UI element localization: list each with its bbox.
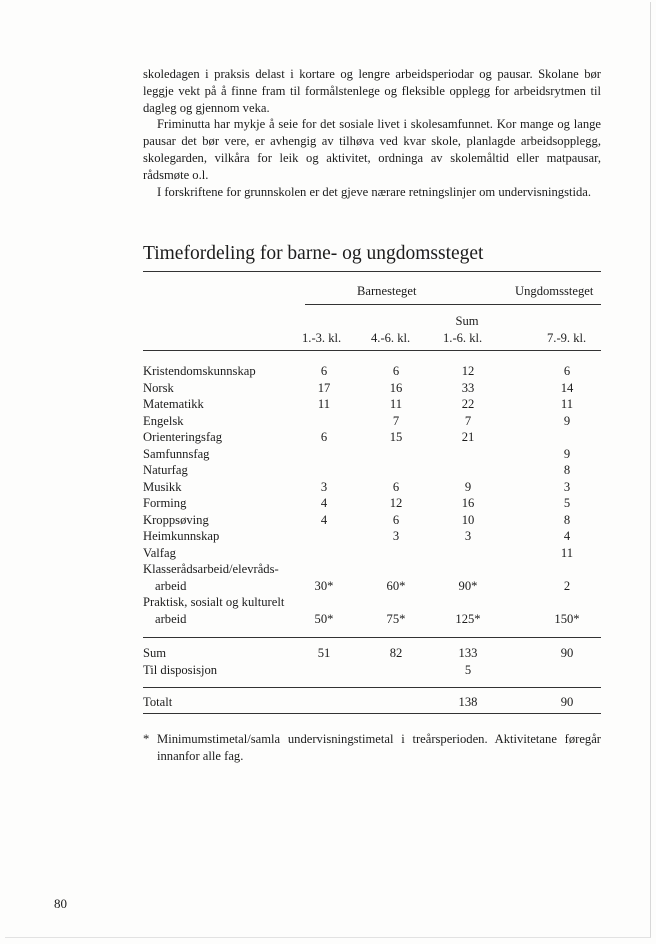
value-cell: 3: [464, 529, 472, 543]
value-cell: 6: [392, 479, 400, 494]
value-cell: 21: [461, 430, 475, 444]
subject-cell: Sum: [143, 646, 167, 660]
value-cell: 6: [563, 364, 571, 378]
subject-cell: Naturfag: [143, 463, 188, 477]
page-number: 80: [54, 896, 67, 911]
col-header-1-3: 1.-3. kl.: [302, 331, 342, 345]
table-top-rule: [143, 271, 601, 272]
group-header-ungdomssteget: Ungdomssteget: [515, 284, 594, 298]
group-header-rule: [305, 304, 601, 305]
value-cell: 9: [464, 479, 472, 494]
col-header-sum-top: Sum: [455, 314, 479, 328]
value-cell: 11: [389, 397, 403, 411]
subject-cell: arbeid: [155, 611, 187, 626]
value-cell: 12: [389, 496, 403, 510]
value-cell: 9: [563, 413, 571, 428]
footnote: [143, 731, 601, 765]
subject-cell: arbeid: [155, 578, 187, 593]
value-cell: 90: [560, 695, 574, 709]
value-cell: 3: [563, 479, 571, 494]
value-cell: 11: [317, 397, 331, 411]
value-cell: 8: [563, 512, 571, 527]
value-cell: 60*: [386, 578, 406, 593]
value-cell: 3: [392, 529, 400, 543]
subject-cell: Klasserådsarbeid/elevråds-: [143, 562, 279, 576]
value-cell: 10: [461, 512, 475, 527]
col-header-7-9: 7.-9. kl.: [547, 331, 587, 345]
body-text: [143, 66, 601, 200]
value-cell: 33: [461, 380, 475, 395]
value-cell: 6: [320, 364, 328, 378]
value-cell: 75*: [386, 611, 406, 626]
value-cell: 11: [560, 397, 574, 411]
timetable: [143, 270, 601, 720]
value-cell: 50*: [314, 611, 334, 626]
value-cell: 17: [317, 380, 331, 395]
value-cell: 11: [560, 545, 574, 560]
value-cell: 12: [461, 364, 475, 378]
group-header-barnesteget: Barnesteget: [357, 284, 417, 298]
subject-cell: Forming: [143, 496, 187, 510]
footnote-text: Minimumstimetal/samla undervisningstimetal i treårsperioden. Aktivitetane føregår innanfor alle fag.: [157, 732, 601, 763]
value-cell: 51: [317, 646, 331, 660]
value-cell: 90: [560, 646, 574, 660]
value-cell: 138: [458, 695, 478, 709]
value-cell: 4: [563, 529, 571, 543]
value-cell: 9: [563, 446, 571, 461]
value-cell: 8: [563, 463, 571, 477]
subject-cell: Totalt: [143, 695, 173, 709]
subject-cell: Engelsk: [143, 413, 184, 428]
value-cell: 6: [392, 512, 400, 527]
subject-cell: Musikk: [143, 479, 182, 494]
subject-cell: Heimkunnskap: [143, 529, 220, 543]
total-top-rule: [143, 687, 601, 688]
value-cell: 22: [461, 397, 475, 411]
value-cell: 15: [389, 430, 403, 444]
value-cell: 14: [560, 380, 574, 395]
subject-cell: Norsk: [143, 380, 174, 395]
value-cell: 3: [320, 479, 328, 494]
value-cell: 4: [320, 496, 328, 510]
col-header-4-6: 4.-6. kl.: [371, 331, 411, 345]
sum-top-rule: [143, 637, 601, 638]
subject-cell: Til disposisjon: [143, 663, 218, 677]
value-cell: 5: [464, 663, 472, 677]
subject-cell: Praktisk, sosialt og kulturelt: [143, 595, 285, 609]
value-cell: 5: [563, 496, 571, 510]
subject-cell: Kroppsøving: [143, 512, 209, 527]
value-cell: 30*: [314, 578, 334, 593]
paragraph-1: skoledagen i praksis delast i kortare og lengre arbeidsperiodar og pausar. Skolane bør leggje vekt på å finne fram til formålstenlege og fleksible opplegg for arbeidsrytmen til dagleg og gjennom veka.: [143, 67, 601, 115]
value-cell: 90*: [458, 578, 478, 593]
subject-cell: Matematikk: [143, 397, 204, 411]
value-cell: 6: [320, 430, 328, 444]
footnote-marker: *: [143, 732, 150, 746]
value-cell: 133: [458, 646, 478, 660]
paragraph-3: I forskriftene for grunnskolen er det gjeve nærare retningslinjer om undervisningstida.: [157, 184, 592, 199]
table-bottom-rule: [143, 713, 601, 714]
value-cell: 125*: [455, 611, 481, 626]
value-cell: 16: [461, 496, 475, 510]
value-cell: 6: [392, 364, 400, 378]
value-cell: 16: [389, 380, 403, 395]
value-cell: 7: [464, 413, 472, 428]
subject-cell: Orienteringsfag: [143, 430, 223, 444]
section-title: Timefordeling for barne- og ungdomssteget: [143, 243, 484, 264]
subject-cell: Samfunnsfag: [143, 446, 210, 461]
value-cell: 4: [320, 512, 328, 527]
value-cell: 2: [563, 578, 571, 593]
paragraph-2: Friminutta har mykje å seie for det sosiale livet i skolesamfunnet. Kor mange og lange pausar det bør vere, er avhengig av tilhøva ved kvar skole, planlagde arbeidsopplegg, skolegarden, vilkåra for leik og aktivitet, ordninga av skolemåltid eller matpausar, rådsmøte o.l.: [143, 117, 601, 182]
subject-cell: Kristendomskunnskap: [143, 364, 256, 378]
value-cell: 150*: [554, 611, 580, 626]
subject-cell: Valfag: [143, 545, 176, 560]
value-cell: 82: [389, 646, 403, 660]
col-header-sum-1-6: 1.-6. kl.: [443, 331, 483, 345]
value-cell: 7: [392, 413, 400, 428]
header-bottom-rule: [143, 350, 601, 351]
